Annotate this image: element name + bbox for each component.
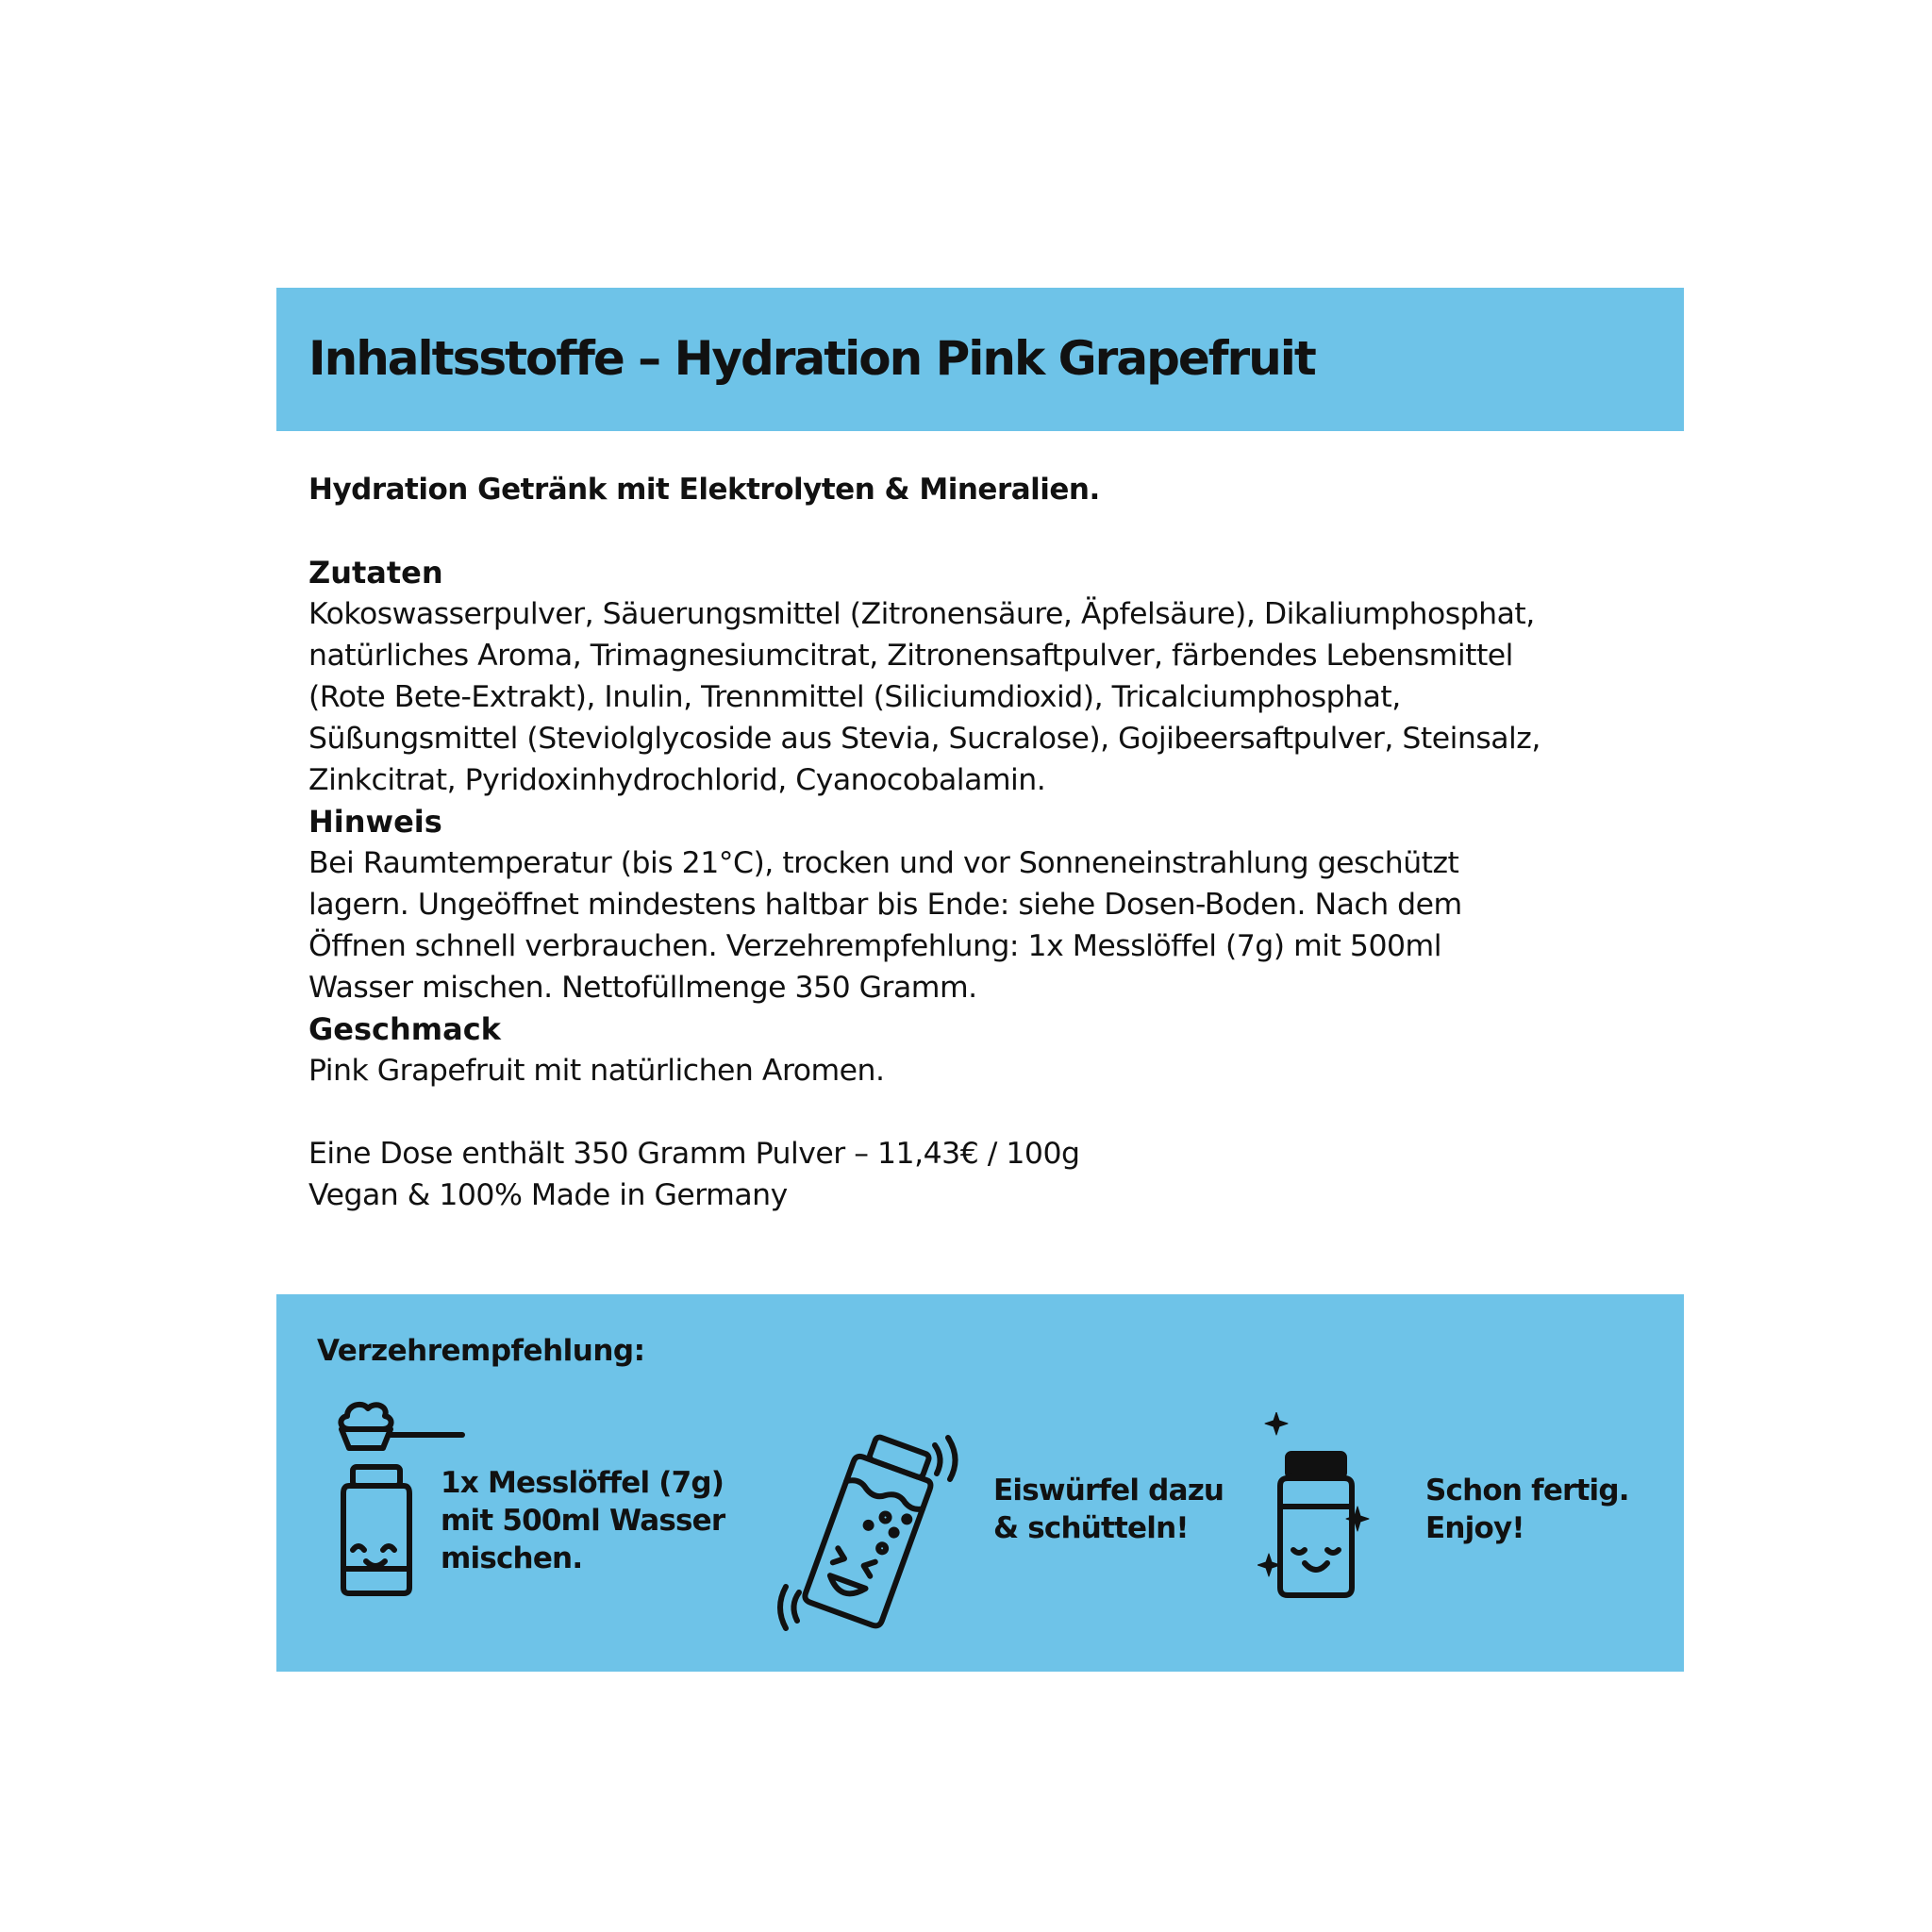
shaking-bottle-icon: [776, 1426, 965, 1634]
zutaten-line: (Rote Bete-Extrakt), Inulin, Trennmittel (Siliciumdioxid), Tricalciumphosphat,: [308, 680, 1401, 714]
geschmack-line: Pink Grapefruit mit natürlichen Aromen.: [308, 1054, 885, 1088]
zutaten-line: Zinkcitrat, Pyridoxinhydrochlorid, Cyanocobalamin.: [308, 763, 1046, 797]
usage-title: Verzehrempfehlung:: [317, 1334, 645, 1368]
step-3-line: Enjoy!: [1425, 1511, 1524, 1545]
step-2-line: & schütteln!: [993, 1511, 1189, 1545]
intro-text: Hydration Getränk mit Elektrolyten & Mineralien.: [308, 473, 1100, 507]
usage-banner: [276, 1294, 1684, 1672]
step-2-line: Eiswürfel dazu: [993, 1474, 1224, 1507]
zutaten-line: Kokoswasserpulver, Säuerungsmittel (Zitronensäure, Äpfelsäure), Dikaliumphosphat,: [308, 597, 1535, 631]
hinweis-line: Bei Raumtemperatur (bis 21°C), trocken und vor Sonneneinstrahlung geschützt: [308, 846, 1459, 880]
hinweis-line: Öffnen schnell verbrauchen. Verzehrempfehlung: 1x Messlöffel (7g) mit 500ml: [308, 929, 1441, 963]
price-line: Eine Dose enthält 350 Gramm Pulver – 11,43€ / 100g: [308, 1137, 1080, 1171]
section-heading-hinweis: Hinweis: [308, 804, 442, 840]
hinweis-line: lagern. Ungeöffnet mindestens haltbar bis Ende: siehe Dosen-Boden. Nach dem: [308, 888, 1462, 922]
page-title: Inhaltsstoffe – Hydration Pink Grapefruit: [308, 331, 1315, 386]
section-heading-geschmack: Geschmack: [308, 1011, 501, 1047]
zutaten-line: natürliches Aroma, Trimagnesiumcitrat, Zitronensaftpulver, färbendes Lebensmittel: [308, 639, 1513, 673]
ingredients-content: [308, 469, 1667, 1216]
step-1-line: mischen.: [441, 1541, 583, 1575]
step-1-line: mit 500ml Wasser: [441, 1504, 725, 1538]
step-2-text: [993, 1472, 1224, 1547]
step-3-line: Schon fertig.: [1425, 1474, 1629, 1507]
sparkle-bottle-icon: [1257, 1412, 1380, 1601]
step-1-text: [441, 1464, 724, 1577]
zutaten-line: Süßungsmittel (Steviolglycoside aus Stevia, Sucralose), Gojibeersaftpulver, Steinsalz,: [308, 722, 1541, 756]
section-heading-zutaten: Zutaten: [308, 555, 443, 591]
title-banner: [276, 288, 1684, 431]
origin-line: Vegan & 100% Made in Germany: [308, 1178, 788, 1212]
step-3-text: [1425, 1472, 1629, 1547]
spacer: [308, 1091, 1667, 1133]
hinweis-line: Wasser mischen. Nettofüllmenge 350 Gramm.: [308, 971, 977, 1005]
step-1-line: 1x Messlöffel (7g): [441, 1466, 724, 1500]
